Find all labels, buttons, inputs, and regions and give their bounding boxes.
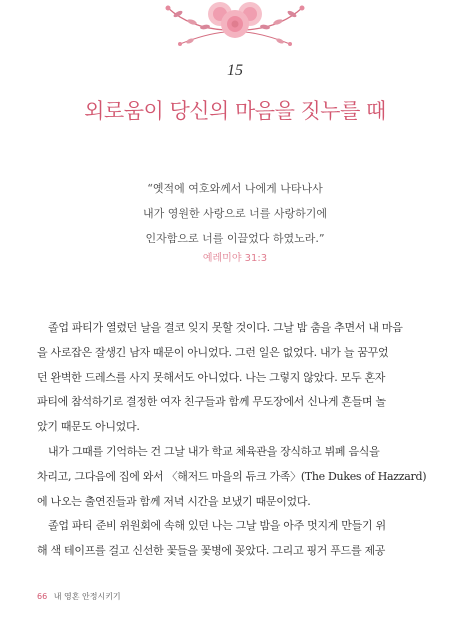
book-title: 내 영혼 안정시키기 [53, 592, 121, 601]
body-text [37, 316, 434, 564]
body-line: 졸업 파티 준비 위원회에 속해 있던 나는 그날 밤을 아주 멋지게 만들기 위 [48, 519, 386, 533]
body-line: 에 나오는 출연진들과 함께 저녁 시간을 보냈기 때문이었다. [37, 494, 311, 508]
chapter-title: 외로움이 당신의 마음을 짓누를 때 [84, 99, 386, 123]
chapter-number: 15 [227, 62, 243, 79]
body-line: 던 완벽한 드레스를 사지 못해서도 아니었다. 나는 그렇지 않았다. 모두 혼자 [37, 370, 386, 384]
body-line: 졸업 파티가 열렸던 날을 결코 잊지 못할 것이다. 그날 밤 춤을 추면서 내 마음 [48, 321, 403, 334]
epigraph-line: 인자함으로 너를 이끌었다 하였노라.” [145, 232, 325, 245]
page-number: 66 [37, 592, 48, 601]
epigraph-line: 내가 영원한 사랑으로 너를 사랑하기에 [142, 207, 327, 220]
body-line: 해 색 테이프를 걸고 신선한 꽃들을 꽃병에 꽂았다. 그리고 핑거 푸드를 제공 [37, 544, 386, 558]
epigraph-source: 예레미야 31:3 [202, 253, 268, 264]
epigraph-line: “옛적에 여호와께서 나에게 나타나사 [147, 182, 323, 195]
page-footer [37, 591, 121, 602]
body-line: 파티에 참석하기로 결정한 여자 친구들과 함께 무도장에서 신나게 흔들며 놀 [37, 395, 386, 409]
body-line: 았기 때문도 아니었다. [37, 420, 140, 434]
body-line: 내가 그때를 기억하는 건 그날 내가 학교 체육관을 장식하고 뷔페 음식을 [48, 444, 380, 458]
floral-decoration [150, 0, 320, 52]
epigraph [0, 176, 470, 251]
body-line: 차리고, 그다음에 집에 와서 〈해저드 마을의 듀크 가족〉(The Dukes of Hazzard) [37, 469, 427, 483]
body-line: 을 사로잡은 잘생긴 남자 때문이 아니었다. 그런 일은 없었다. 내가 늘 꿈꾸었 [37, 345, 389, 359]
